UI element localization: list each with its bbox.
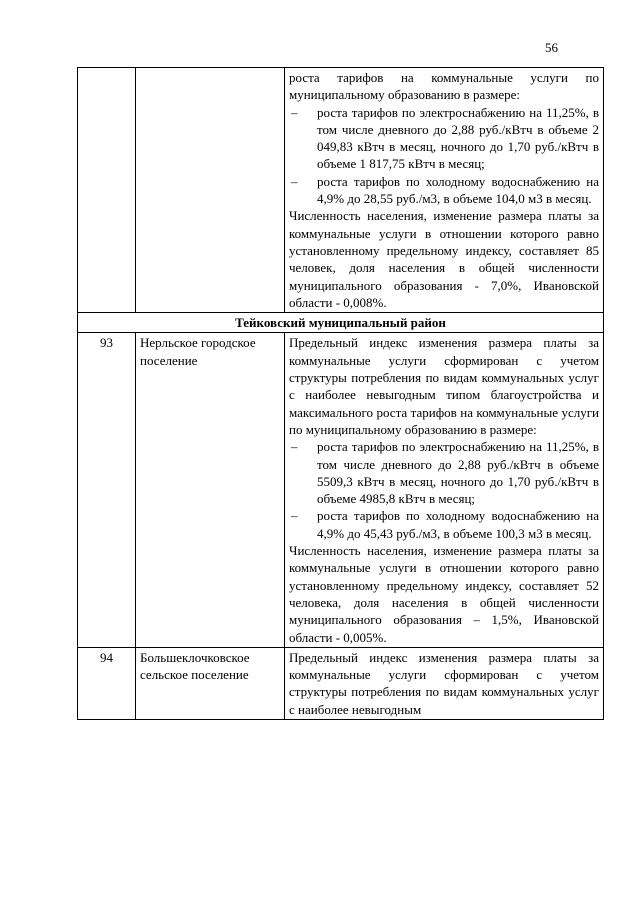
municipality-name-cell: Большеклочковское сельское поселение xyxy=(136,647,285,719)
tariff-bullet: – роста тарифов по электроснабжению на 11,25%, в том числе дневного до 2,88 руб./кВтч в объеме 2 049,83 кВтч в месяц, ночного до 1,70 руб./кВтч в объеме 1 817,75 кВтч в месяц; xyxy=(289,104,599,173)
table-row xyxy=(78,68,604,313)
tariff-bullet: – роста тарифов по холодному водоснабжению на 4,9% до 45,43 руб./м3, в объеме 100,3 м3 в месяц. xyxy=(289,507,599,542)
description-cell xyxy=(285,647,604,719)
page-number: 56 xyxy=(545,40,558,55)
description-intro: Предельный индекс изменения размера платы за коммунальные услуги сформирован с учетом структуры потребления по видам коммунальных услуг с наиболее невыгодным xyxy=(289,649,599,717)
tariff-bullet-list xyxy=(289,104,599,208)
tariff-bullet: – роста тарифов по холодному водоснабжению на 4,9% до 28,55 руб./м3, в объеме 104,0 м3 в месяц. xyxy=(289,173,599,208)
description-intro: Предельный индекс изменения размера платы за коммунальные услуги сформирован с учетом структуры потребления по видам коммунальных услуг с наиболее невыгодным типом благоустройства и максимального роста тарифов на коммунальные услуги по муниципальному образованию в размере: xyxy=(289,335,599,437)
description-cell xyxy=(285,68,604,313)
description-summary: Численность населения, изменение размера платы за коммунальные услуги в отношении которого равно установленному предельному индексу, составляет 52 человека, доля населения в общей численности муниципального образования – 1,5%, Ивановской области - 0,005%. xyxy=(289,543,599,645)
row-number-cell: 94 xyxy=(78,647,136,719)
description-cell xyxy=(285,333,604,647)
description-summary: Численность населения, изменение размера платы за коммунальные услуги в отношении которого равно установленному предельному индексу, составляет 85 человек, доля населения в общей численности муниципального образования - 7,0%, Ивановской области - 0,008%. xyxy=(289,208,599,310)
table-row xyxy=(78,647,604,719)
municipality-name-cell xyxy=(136,68,285,313)
description-intro: роста тарифов на коммунальные услуги по муниципальному образованию в размере: xyxy=(289,70,599,103)
tariff-table xyxy=(77,67,604,720)
tariff-bullet: – роста тарифов по электроснабжению на 11,25%, в том числе дневного до 2,88 руб./кВтч в объеме 5509,3 кВтч в месяц, ночного до 1,70 руб./кВтч в объеме 4985,8 кВтч в месяц; xyxy=(289,438,599,507)
municipality-name-cell: Нерльское городское поселение xyxy=(136,333,285,647)
tariff-bullet-list xyxy=(289,438,599,542)
section-row xyxy=(78,313,604,333)
section-title: Тейковский муниципальный район xyxy=(78,313,604,333)
row-number-cell xyxy=(78,68,136,313)
row-number-cell: 93 xyxy=(78,333,136,647)
table-row xyxy=(78,333,604,647)
